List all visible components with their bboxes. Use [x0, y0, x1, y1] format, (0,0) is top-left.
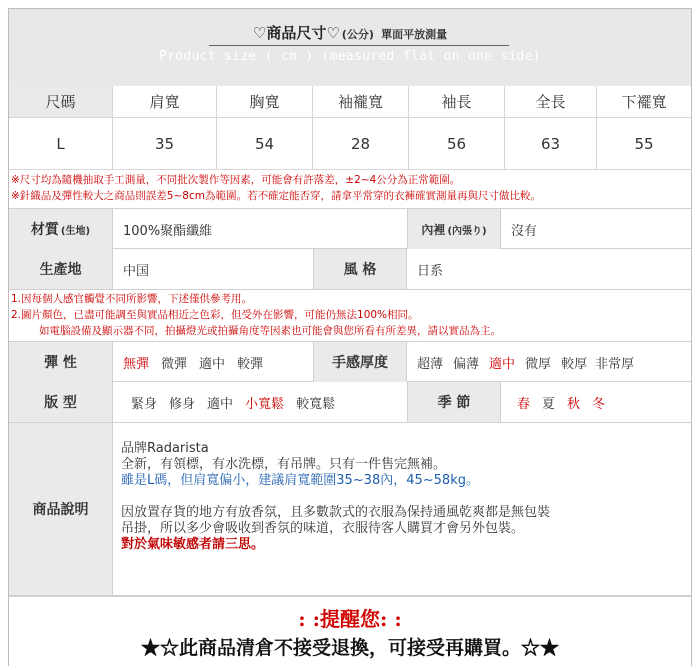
thickness-option: 超薄 [417, 356, 444, 372]
size-title-unit: (公分) [341, 28, 374, 41]
elasticity-option: 較彈 [237, 356, 264, 372]
season-label: 季 節 [407, 382, 501, 422]
size-cell: 56 [409, 118, 505, 170]
thickness-options [417, 342, 634, 382]
thickness-option: 非常厚 [595, 356, 635, 372]
thickness-option: 微厚 [525, 356, 552, 372]
lining-label-sub: (內張り) [447, 225, 487, 237]
color-note: 1.因每個人感官觸覺不同所影響，下述僅供參考用。 [11, 293, 253, 305]
elasticity-options [123, 342, 275, 382]
desc-warning: 對於氣味敏感者請三思。 [121, 537, 265, 552]
size-col-header: 全長 [505, 86, 597, 118]
size-subtitle-en: Product size ( cm ) (measured flat on one side) [159, 49, 541, 64]
desc-spacer [121, 489, 681, 505]
elasticity-label: 彈 性 [9, 342, 113, 382]
desc-storage-2: 吊掛，所以多少會吸收到香氛的味道，衣服待客人購買才會另外包裝。 [121, 521, 525, 536]
season-option: 夏 [542, 396, 556, 412]
size-title-band [9, 9, 691, 86]
season-option: 秋 [567, 396, 581, 412]
season-options [517, 382, 617, 422]
size-col-header: 下襬寬 [597, 86, 691, 118]
size-title-method: 單面平放測量 [381, 28, 448, 41]
description-label: 商品說明 [9, 423, 113, 595]
desc-condition: 全新，有領標，有水洗標，有吊牌。只有一件售完無補。 [121, 457, 447, 472]
material-row [9, 208, 691, 249]
fit-options [131, 382, 347, 422]
size-col-header: 尺碼 [9, 86, 113, 118]
size-cell: 35 [113, 118, 217, 170]
desc-storage-1: 因放置存貨的地方有放香氛，且多數款式的衣服為保持通風乾爽都是無包裝 [121, 505, 551, 520]
season-option: 春 [517, 396, 531, 412]
fit-row [9, 382, 691, 423]
fit-option: 較寬鬆 [296, 396, 336, 412]
color-note: 如電腦設備及顯示器不同，拍攝燈光或拍攝角度等因素也可能會與您所看有所差異，請以實品為主。 [39, 325, 501, 337]
fit-label: 版 型 [9, 382, 113, 422]
fit-option: 小寬鬆 [245, 396, 285, 412]
desc-brand: 品牌Radarista [121, 441, 209, 456]
material-label-sub: (生地) [60, 225, 91, 237]
size-col-header: 袖長 [409, 86, 505, 118]
size-cell: 55 [597, 118, 691, 170]
style-label: 風 格 [313, 249, 407, 289]
fit-option: 修身 [169, 396, 196, 412]
elasticity-row [9, 341, 691, 382]
material-label-text: 材質 [30, 222, 59, 238]
thickness-option: 較厚 [561, 356, 588, 372]
size-cell: 54 [217, 118, 313, 170]
color-note: 2.圖片顏色，已盡可能調至與實品相近之色彩，但受外在影響，可能仍無法100%相同。 [11, 309, 419, 321]
product-info-sheet [8, 8, 692, 666]
size-cell: 28 [313, 118, 409, 170]
reminder-text: ★☆此商品清倉不接受退換，可接受再購買。☆★ [140, 637, 559, 659]
thickness-option: 偏薄 [453, 356, 480, 372]
desc-size-advice: 雖是L碼，但肩寬偏小，建議肩寬範圍35~38內，45~58kg。 [121, 473, 479, 488]
size-cell: L [9, 118, 113, 170]
lining-label [407, 209, 501, 249]
material-value: 100%聚酯纖維 [123, 223, 213, 239]
title-underline [209, 45, 509, 46]
lining-label-text: 內裡 [421, 222, 446, 237]
size-cell: 63 [505, 118, 597, 170]
origin-value: 中国 [123, 263, 150, 279]
thickness-label: 手感厚度 [313, 342, 407, 382]
description-body [121, 441, 681, 553]
elasticity-option: 適中 [199, 356, 226, 372]
size-col-header: 胸寬 [217, 86, 313, 118]
size-note: ※針織品及彈性較大之商品則誤差5~8cm為範圍。若不確定能否穿，請拿平常穿的衣褲確實測量再與尺寸做比較。 [11, 190, 541, 202]
elasticity-option: 微彈 [161, 356, 188, 372]
reminder-title: : :提醒您: : [298, 607, 402, 631]
style-value: 日系 [417, 263, 444, 279]
reminder-band [9, 596, 691, 666]
size-title-text: ♡商品尺寸♡ [252, 24, 340, 42]
size-note: ※尺寸均為隨機抽取手工測量，不同批次製作等因素，可能會有許落差，±2~4公分為正常範圍。 [11, 174, 461, 186]
elasticity-option: 無彈 [123, 356, 150, 372]
origin-row [9, 249, 691, 290]
lining-value: 沒有 [511, 223, 538, 239]
thickness-option: 適中 [489, 356, 516, 372]
origin-label: 生產地 [9, 249, 113, 289]
size-col-header: 肩寬 [113, 86, 217, 118]
size-col-header: 袖襱寬 [313, 86, 409, 118]
material-label [9, 209, 113, 249]
fit-option: 適中 [207, 396, 234, 412]
season-option: 冬 [592, 396, 606, 412]
fit-option: 緊身 [131, 396, 158, 412]
size-title [9, 22, 691, 43]
